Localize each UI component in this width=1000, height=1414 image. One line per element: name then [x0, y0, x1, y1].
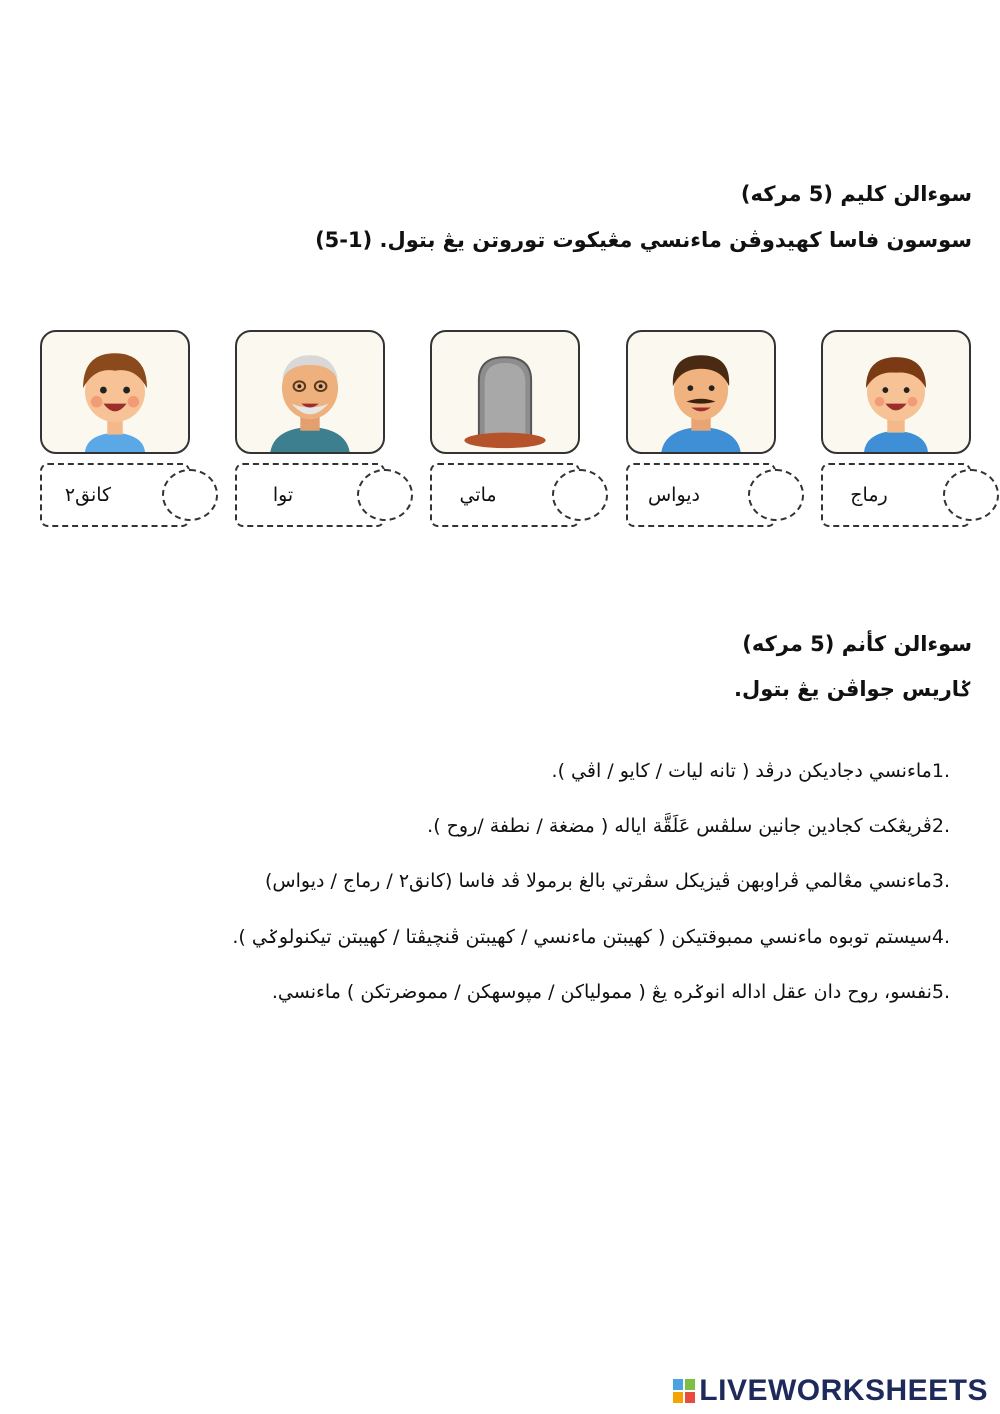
tag-adult-man: [626, 463, 776, 527]
question-text: سيستم توبوه ماءنسي ممبوقتيكن ( كهيبتن ماءنسي / كهيبتن ڤنچيڤتا / كهيبتن تيكنولوݢي ).: [232, 926, 932, 948]
question-number: 5.: [931, 981, 950, 1003]
answer-slot[interactable]: [943, 469, 999, 521]
tag-word: كانق٢: [64, 484, 112, 506]
question-1[interactable]: [552, 760, 950, 782]
card-gravestone: [430, 330, 580, 454]
logo-blocks-icon: [673, 1379, 695, 1403]
question-text: ڤريڠكت كجادين جانين سلڤس عَلَقَّة اياله ( مضغة / نطفة /روح ).: [427, 815, 932, 837]
gravestone-icon: [432, 332, 578, 452]
tag-small-child: [40, 463, 190, 527]
answer-slot[interactable]: [552, 469, 608, 521]
tag-gravestone: [430, 463, 580, 527]
tag-word: ديواس: [647, 484, 701, 506]
question-number: 4.: [931, 926, 950, 948]
section2-title: سوءالن كأنم (5 مركه): [742, 632, 972, 656]
old-man-icon: [237, 332, 383, 452]
answer-slot[interactable]: [748, 469, 804, 521]
tag-word: رماج: [850, 484, 888, 506]
question-number: 3.: [931, 870, 950, 892]
question-3[interactable]: [265, 870, 950, 892]
question-number: 1.: [931, 760, 950, 782]
young-boy-icon: [823, 332, 969, 452]
question-text: نفسو، روح دان عقل اداله انوݢره يڠ ( ممولياكن / مپوسهكن / مموضرتكن ) ماءنسي.: [271, 981, 932, 1003]
tag-young-boy: [821, 463, 971, 527]
question-5[interactable]: [272, 981, 950, 1003]
tag-word: ماتي: [459, 484, 497, 506]
card-small-child: [40, 330, 190, 454]
question-text: ماءنسي مڠالمي ڤراوبهن ڤيزيكل سڤرتي بالغ برمولا ڤد فاسا (كانق٢ / رماج / ديواس): [265, 870, 932, 892]
section2-instruction: ݢاريس جواڤن يڠ بتول.: [734, 677, 972, 701]
tag-old-man: [235, 463, 385, 527]
liveworksheets-logo: [673, 1374, 988, 1408]
answer-slot[interactable]: [162, 469, 218, 521]
section1-title: سوءالن كليم (5 مركه): [740, 182, 972, 206]
question-text: ماءنسي دجاديكن درڤد ( تانه ليات / كايو / اڤي ).: [551, 760, 932, 782]
question-4[interactable]: [232, 926, 950, 948]
question-2[interactable]: [427, 815, 950, 837]
small-child-icon: [42, 332, 188, 452]
adult-man-icon: [628, 332, 774, 452]
section1-instruction: سوسون فاسا كهيدوڤن ماءنسي مڠيكوت توروتن يڠ بتول. (1-5): [315, 228, 972, 252]
answer-slot[interactable]: [357, 469, 413, 521]
question-number: 2.: [931, 815, 950, 837]
card-old-man: [235, 330, 385, 454]
card-young-boy: [821, 330, 971, 454]
card-adult-man: [626, 330, 776, 454]
logo-text: LIVEWORKSHEETS: [699, 1374, 988, 1407]
tag-word: توا: [272, 484, 294, 506]
